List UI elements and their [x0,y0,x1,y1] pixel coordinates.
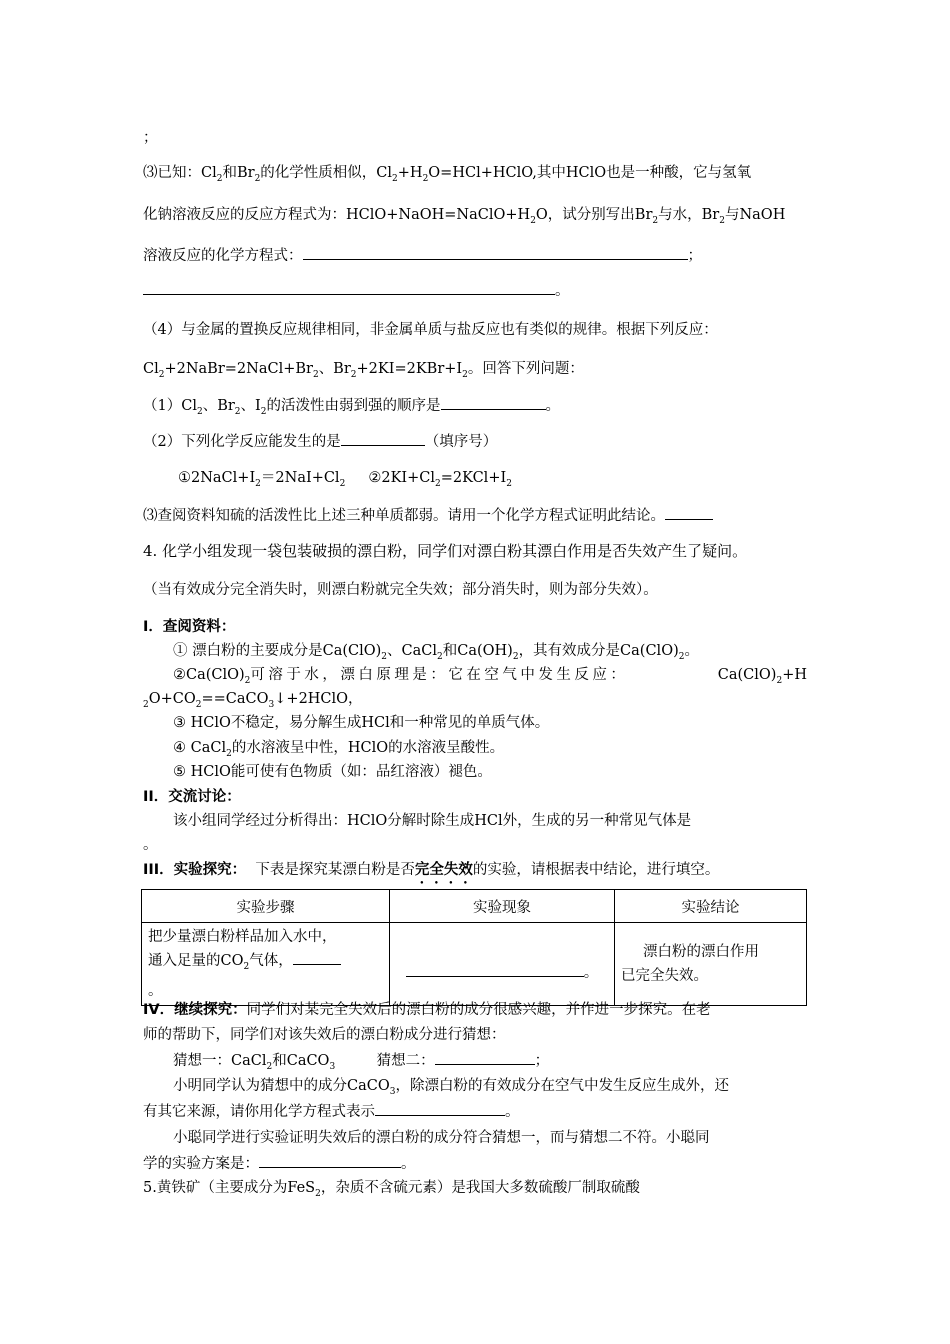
q4-options: $①2NaCl+I_2=2NaI+Cl_2$ $②2KI+Cl_2=2KCl+I_2$ [178,470,512,489]
q4-reactions: $Cl_2+2NaBr=2NaCl+Br_2$、$Br_2+2KI=2KBr+I_2$。回答下列问题： [143,361,584,380]
ming-line2: 有其它来源，请你用化学方程式表示 。 [143,1101,520,1122]
answer-blank-experiment-plan[interactable] [259,1153,401,1168]
answer-blank-br2-naoh[interactable] [143,280,555,295]
discussion-line2: 。 [143,837,158,853]
q3-line2: 化钠溶液反应的反应方程式为：$HClO+NaOH=NaClO+H_2O$，试分别写出$Br_2$与水，$Br_2$与NaOH [143,207,786,226]
stray-semicolon: ； [143,130,158,146]
p4-line1: 4. 化学小组发现一袋包装破损的漂白粉，同学们对漂白粉其漂白作用是否失效产生了疑问。 [143,542,748,560]
heading-discussion: II．交流讨论： [143,789,241,805]
heading-experiment: III．实验探究： [143,862,247,878]
ref-1: ① 漂白粉的主要成分是$Ca(ClO)_2$、CaCl$_2$和$Ca(OH)_2$，其有效成分是$Ca(ClO)_2$。 [173,643,699,662]
table-header-conclusion: 实验结论 [615,890,807,923]
ref-3: ③ HClO不稳定，易分解生成HCl和一种常见的单质气体。 [173,715,550,731]
cong-line1: 小聪同学进行实验证明失效后的漂白粉的成分符合猜想一，而与猜想二不符。小聪同 [173,1130,710,1146]
continue-line2: 师的帮助下，同学们对该失效后的漂白粉成分进行猜想： [143,1027,506,1043]
q3-line4: 。 [143,280,570,301]
ming-line1: 小明同学认为猜想中的成分CaCO$_3$，除漂白粉的有效成分在空气中发生反应生成外，还 [173,1078,729,1097]
heading-experiment-line: III．实验探究： 下表是探究某漂白粉是否完全失效的实验，请根据表中结论，进行填空。 [143,861,720,878]
q4-sub2: （2）下列化学反应能发生的是 （填序号） [143,431,497,452]
experiment-table [141,889,807,1006]
answer-blank-step[interactable] [293,950,341,965]
q4-sub1: $(1)Cl_2$、$Br_2$、$I_2$的活泼性由弱到强的顺序是 。 [143,395,560,422]
ref-2-cont: $_2O+CO_2==CaCO_3↓+2HClO$， [143,691,363,710]
answer-blank-observation[interactable] [406,962,584,977]
q4-intro: （4）与金属的置换反应规律相同，非金属单质与盐反应也有类似的规律。根据下列反应： [143,322,718,338]
table-cell-conclusion: 漂白粉的漂白作用 已完全失效。 [615,923,807,1006]
answer-blank-activity-order[interactable] [441,395,546,410]
answer-blank-br2-water[interactable] [303,245,688,260]
q5-line: 5.黄铁矿（主要成分为FeS$_2$，杂质不含硫元素）是我国大多数硫酸厂制取硫酸 [143,1180,640,1199]
answer-blank-caco3-source[interactable] [375,1101,505,1116]
answer-blank-guess2[interactable] [435,1050,535,1065]
ref-2: $②Ca(ClO)_2$可溶于水，漂白原理是：它在空气中发生反应： $Ca(ClO)_2+H$ [173,667,807,686]
q3-line1: ⑶已知：$Cl_2$和$Br_2$的化学性质相似，$Cl_2+H_2O=HCl+HClO$,其中HClO也是一种酸，它与氢氧 [143,165,752,184]
guesses: 猜想一：CaCl$_2$和CaCO$_3$ 猜想二： ； [173,1050,549,1077]
q3-line3: 溶液反应的化学方程式： ； [143,245,702,266]
discussion-line1: 该小组同学经过分析得出：HClO分解时除生成HCl外，生成的另一种常见气体是 [173,813,692,829]
answer-blank-feasible-reaction[interactable] [341,431,425,446]
table-header-observation: 实验现象 [390,890,615,923]
p4-line2: （当有效成分完全消失时，则漂白粉就完全失效；部分消失时，则为部分失效）。 [143,582,658,598]
table-header-step: 实验步骤 [142,890,390,923]
cong-line2: 学的实验方案是： 。 [143,1153,416,1174]
q4-sub3: ⑶查阅资料知硫的活泼性比上述三种单质都弱。请用一个化学方程式证明此结论。 [143,505,713,526]
continue-line1: IV．继续探究：同学们对某完全失效后的漂白粉的成分很感兴趣，并作进一步探究。在老 [143,1002,711,1018]
table-cell-step: 把少量漂白粉样品加入水中， 通入足量的$CO_2$气体， 。 [142,923,390,1006]
table-cell-observation: 。 [390,923,615,1006]
answer-blank-sulfur-equation[interactable] [665,505,713,520]
emphasis-complete-failure: 完全失效 [414,861,473,878]
heading-reference: I．查阅资料： [143,619,236,635]
ref-5: ⑤ HClO能可使有色物质（如：品红溶液）褪色。 [173,764,492,780]
ref-4: ④ CaCl$_2$的水溶液呈中性，HClO的水溶液呈酸性。 [173,740,505,759]
heading-continue: IV．继续探究： [143,1002,247,1018]
